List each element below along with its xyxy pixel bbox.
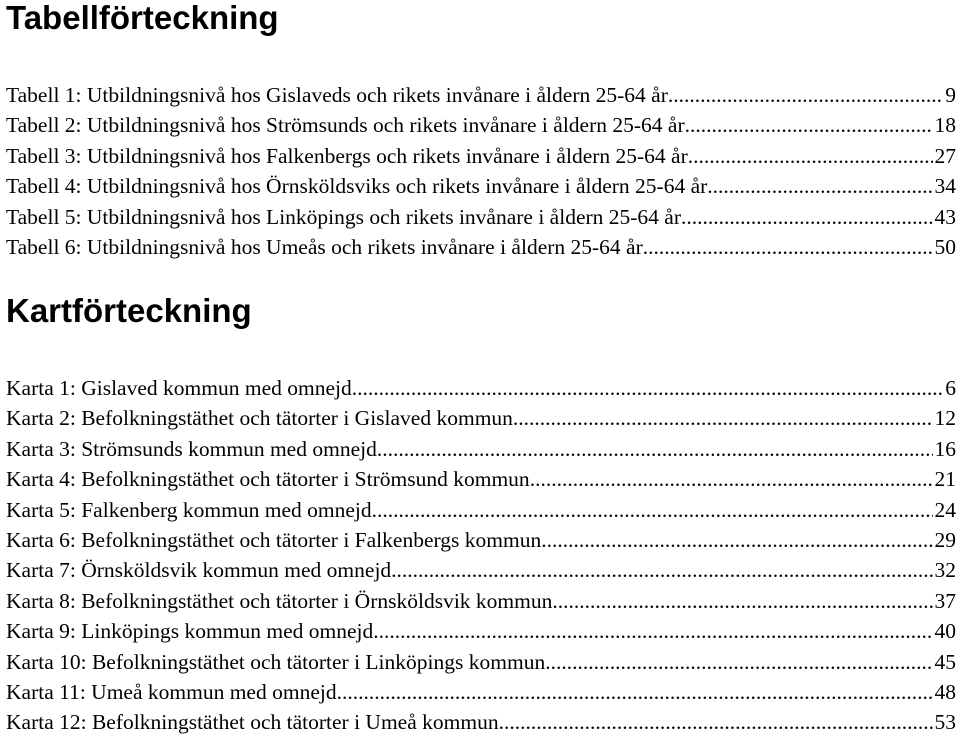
dot-leader xyxy=(391,555,932,585)
toc-entry-map-6[interactable] xyxy=(6,525,956,555)
toc-entry-label: Tabell 4: Utbildningsnivå hos Örnsköldsviks och rikets invånare i åldern 25-64 år xyxy=(6,174,708,199)
toc-entry-label: Tabell 3: Utbildningsnivå hos Falkenbergs och rikets invånare i åldern 25-64 år xyxy=(6,143,688,168)
dot-leader xyxy=(541,525,932,555)
dot-leader xyxy=(681,202,932,232)
tables-section-heading: Tabellförteckning xyxy=(6,0,279,36)
toc-entry-label: Karta 10: Befolkningstäthet och tätorter i Linköpings kommun xyxy=(6,649,546,674)
toc-entry-map-5[interactable] xyxy=(6,495,956,525)
toc-entry-label: Tabell 6: Utbildningsnivå hos Umeås och rikets invånare i åldern 25-64 år xyxy=(6,234,643,259)
toc-entry-page-number: 48 xyxy=(934,679,956,704)
dot-leader xyxy=(352,373,944,403)
dot-leader xyxy=(688,141,933,171)
dot-leader xyxy=(499,707,933,737)
toc-entry-map-3[interactable] xyxy=(6,434,956,464)
dot-leader xyxy=(530,464,933,494)
toc-entry-page-number: 37 xyxy=(934,588,956,613)
toc-entry-label: Karta 5: Falkenberg kommun med omnejd xyxy=(6,497,372,522)
toc-entry-table-2[interactable] xyxy=(6,110,956,140)
toc-entry-map-8[interactable] xyxy=(6,586,956,616)
toc-entry-label: Karta 4: Befolkningstäthet och tätorter i Strömsund kommun xyxy=(6,467,530,492)
toc-entry-label: Karta 8: Befolkningstäthet och tätorter i Örnsköldsvik kommun xyxy=(6,588,553,613)
toc-entry-page-number: 43 xyxy=(934,204,956,229)
toc-entry-map-10[interactable] xyxy=(6,647,956,677)
toc-entry-table-5[interactable] xyxy=(6,202,956,232)
toc-entry-map-4[interactable] xyxy=(6,464,956,494)
dot-leader xyxy=(545,647,932,677)
toc-entry-label: Karta 1: Gislaved kommun med omnejd xyxy=(6,376,352,400)
toc-entry-label: Karta 11: Umeå kommun med omnejd xyxy=(6,679,337,704)
toc-entry-table-4[interactable] xyxy=(6,171,956,201)
toc-entry-table-6[interactable] xyxy=(6,232,956,262)
dot-leader xyxy=(372,495,933,525)
toc-entry-map-7[interactable] xyxy=(6,555,956,585)
toc-entry-label: Karta 6: Befolkningstäthet och tätorter i Falkenbergs kommun xyxy=(6,527,542,552)
toc-entry-label: Karta 12: Befolkningstäthet och tätorter i Umeå kommun xyxy=(6,710,499,735)
dot-leader xyxy=(643,232,933,262)
toc-entry-map-1[interactable] xyxy=(6,373,956,403)
toc-entry-page-number: 12 xyxy=(934,406,956,431)
maps-section-heading: Kartförteckning xyxy=(6,292,252,329)
toc-entry-page-number: 50 xyxy=(934,234,956,259)
toc-entry-page-number: 21 xyxy=(934,467,956,492)
toc-entry-label: Karta 7: Örnsköldsvik kommun med omnejd xyxy=(6,558,392,583)
dot-leader xyxy=(337,677,933,707)
toc-entry-page-number: 32 xyxy=(934,558,956,583)
dot-leader xyxy=(707,171,932,201)
toc-entry-map-12[interactable] xyxy=(6,707,956,737)
dot-leader xyxy=(513,403,933,433)
dot-leader xyxy=(668,80,943,110)
toc-entry-page-number: 45 xyxy=(934,649,956,674)
toc-entry-label: Tabell 5: Utbildningsnivå hos Linköpings och rikets invånare i åldern 25-64 år xyxy=(6,204,682,229)
dot-leader xyxy=(552,586,932,616)
toc-entry-page-number: 40 xyxy=(934,619,956,644)
toc-entry-page-number: 9 xyxy=(945,83,956,107)
dot-leader xyxy=(377,434,933,464)
toc-entry-label: Tabell 2: Utbildningsnivå hos Strömsunds och rikets invånare i åldern 25-64 år xyxy=(6,113,685,138)
toc-entry-label: Tabell 1: Utbildningsnivå hos Gislaveds och rikets invånare i åldern 25-64 år xyxy=(6,83,668,107)
dot-leader xyxy=(685,110,933,140)
tables-toc-list xyxy=(6,80,956,262)
dot-leader xyxy=(373,616,932,646)
toc-entry-page-number: 24 xyxy=(934,497,956,522)
toc-entry-table-3[interactable] xyxy=(6,141,956,171)
toc-entry-page-number: 29 xyxy=(934,527,956,552)
toc-entry-page-number: 34 xyxy=(934,174,956,199)
toc-entry-page-number: 6 xyxy=(945,376,956,400)
toc-entry-page-number: 53 xyxy=(934,710,956,735)
toc-entry-page-number: 18 xyxy=(934,113,956,138)
toc-entry-page-number: 27 xyxy=(934,143,956,168)
toc-entry-label: Karta 3: Strömsunds kommun med omnejd xyxy=(6,436,377,461)
toc-entry-table-1[interactable] xyxy=(6,80,956,110)
toc-entry-map-9[interactable] xyxy=(6,616,956,646)
maps-toc-list xyxy=(6,373,956,738)
toc-entry-map-11[interactable] xyxy=(6,677,956,707)
toc-entry-map-2[interactable] xyxy=(6,403,956,433)
toc-entry-label: Karta 2: Befolkningstäthet och tätorter i Gislaved kommun xyxy=(6,406,513,431)
toc-entry-label: Karta 9: Linköpings kommun med omnejd xyxy=(6,619,374,644)
toc-entry-page-number: 16 xyxy=(934,436,956,461)
